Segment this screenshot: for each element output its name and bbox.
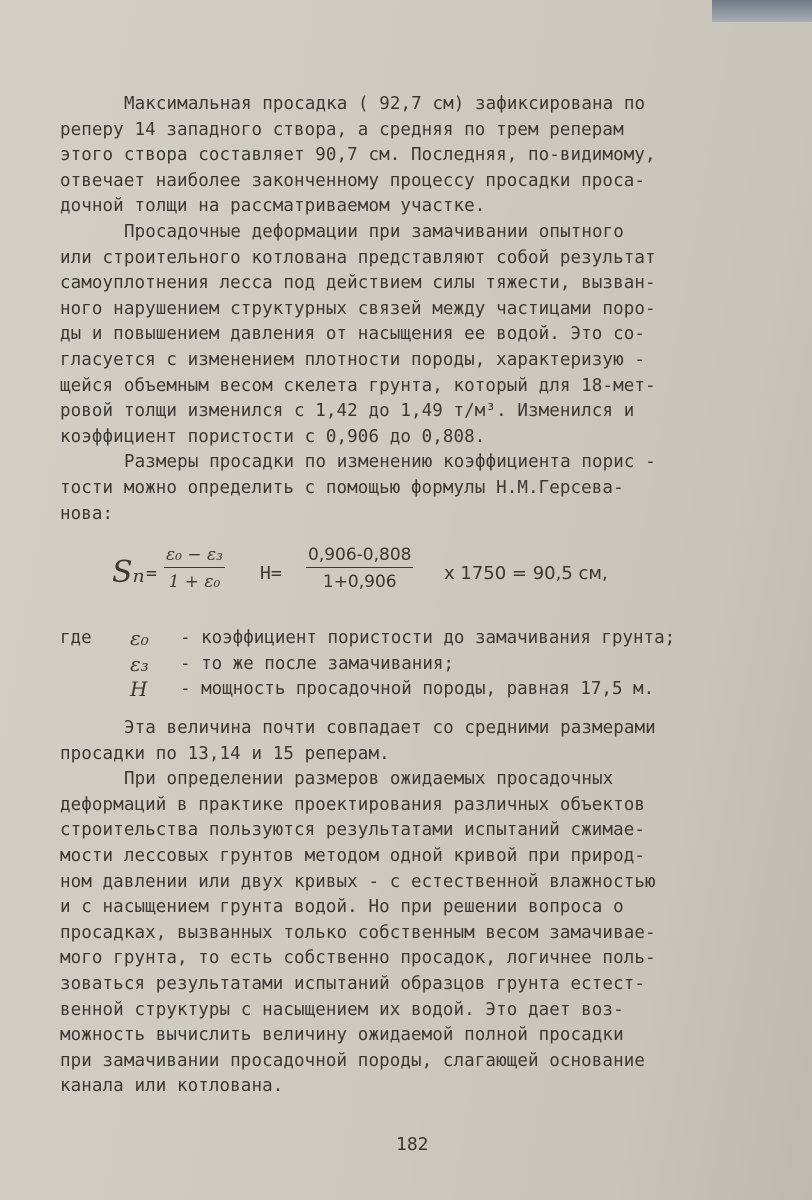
body-text-top bbox=[60, 92, 780, 527]
body-text-bottom bbox=[60, 716, 780, 1100]
text-line: Просадочные деформации при замачивании опытного bbox=[124, 221, 624, 242]
text-line: гласуется с изменением плотности породы, характеризую - bbox=[60, 349, 645, 370]
text-line: мости лессовых грунтов методом одной кривой при природ- bbox=[60, 845, 645, 866]
text-line: венной структуры с насыщением их водой. Это дает воз- bbox=[60, 999, 624, 1020]
text-line: просадках, вызванных только собственным весом замачивае- bbox=[60, 922, 656, 943]
text-line: канала или котлована. bbox=[60, 1076, 284, 1097]
legend-definition: - мощность просадочной породы, равная 17,5 м. bbox=[180, 679, 655, 700]
text-line: мого грунта, то есть собственно просадок, логичнее поль- bbox=[60, 948, 656, 969]
text-line: Максимальная просадка ( 92,7 см) зафиксирована по bbox=[124, 94, 646, 114]
legend-row bbox=[60, 628, 780, 654]
fraction-1-numerator: ε₀ − ε₃ bbox=[164, 545, 225, 568]
formula-fraction-2 bbox=[306, 545, 413, 592]
text-line: коэффициент пористости с 0,906 до 0,808. bbox=[60, 426, 486, 447]
page-number: 182 bbox=[396, 1134, 429, 1155]
fraction-2-denominator: 1+0,906 bbox=[322, 572, 397, 592]
text-line: самоуплотнения лесса под действием силы тяжести, вызван- bbox=[60, 273, 656, 294]
text-line: нова: bbox=[60, 503, 114, 524]
formula-lhs: Sₙ bbox=[112, 555, 145, 590]
text-line: этого створа составляет 90,7 см. Последняя, по-видимому, bbox=[60, 145, 656, 166]
text-line: щейся объемным весом скелета грунта, который для 18-мет- bbox=[60, 375, 656, 396]
text-line: или строительного котлована представляют собой результат bbox=[60, 247, 656, 268]
text-line: реперу 14 западного створа, а средняя по трем реперам bbox=[60, 119, 624, 140]
legend-symbol: H bbox=[130, 677, 148, 702]
text-line: ного нарушением структурных связей между частицами поро- bbox=[60, 298, 656, 319]
page-edge bbox=[712, 0, 812, 22]
text-line: ды и повышением давления от насыщения ее водой. Это со- bbox=[60, 324, 645, 345]
text-line: Размеры просадки по изменению коэффициента порис - bbox=[124, 452, 656, 473]
formula-legend bbox=[60, 628, 780, 705]
text-line: отвечает наиболее законченному процессу просадки проса- bbox=[60, 170, 645, 191]
text-line: ном давлении или двух кривых - с естественной влажностью bbox=[60, 871, 656, 892]
text-line: просадки по 13,14 и 15 реперам. bbox=[60, 743, 390, 764]
fraction-1-denominator: 1 + ε₀ bbox=[168, 572, 221, 592]
legend-lead: где bbox=[60, 628, 92, 648]
text-line: тости можно определить с помощью формулы Н.М.Герсева- bbox=[60, 477, 624, 498]
legend-definition: - коэффициент пористости до замачивания грунта; bbox=[180, 628, 676, 648]
text-line: строительства пользуются результатами испытаний сжимае- bbox=[60, 820, 645, 841]
legend-row bbox=[60, 679, 780, 705]
formula-h: H= bbox=[260, 563, 282, 584]
text-line: ровой толщи изменился с 1,42 до 1,49 т/м³. Изменился и bbox=[60, 401, 635, 422]
text-line: при замачивании просадочной породы, слагающей основание bbox=[60, 1050, 645, 1071]
formula-fraction-1 bbox=[164, 545, 225, 592]
text-line: зоваться результатами испытаний образцов грунта естест- bbox=[60, 973, 645, 994]
text-line: и с насыщением грунта водой. Но при решении вопроса о bbox=[60, 897, 624, 918]
legend-definition: - то же после замачивания; bbox=[180, 653, 454, 674]
text-line: дочной толщи на рассматриваемом участке. bbox=[60, 196, 486, 217]
formula-gersevanov bbox=[108, 545, 708, 615]
text-line: При определении размеров ожидаемых просадочных bbox=[124, 769, 614, 790]
text-line: Эта величина почти совпадает со средними размерами bbox=[124, 718, 656, 738]
formula-result: x 1750 = 90,5 см, bbox=[444, 563, 608, 584]
text-line: деформаций в практике проектирования различных объектов bbox=[60, 794, 645, 815]
legend-row bbox=[60, 651, 780, 680]
legend-symbol: ε₃ bbox=[130, 651, 149, 676]
formula-equals: = bbox=[146, 563, 157, 584]
text-line: можность вычислить величину ожидаемой полной просадки bbox=[60, 1025, 624, 1046]
fraction-2-numerator: 0,906-0,808 bbox=[306, 545, 413, 568]
legend-symbol: ε₀ bbox=[130, 626, 149, 650]
